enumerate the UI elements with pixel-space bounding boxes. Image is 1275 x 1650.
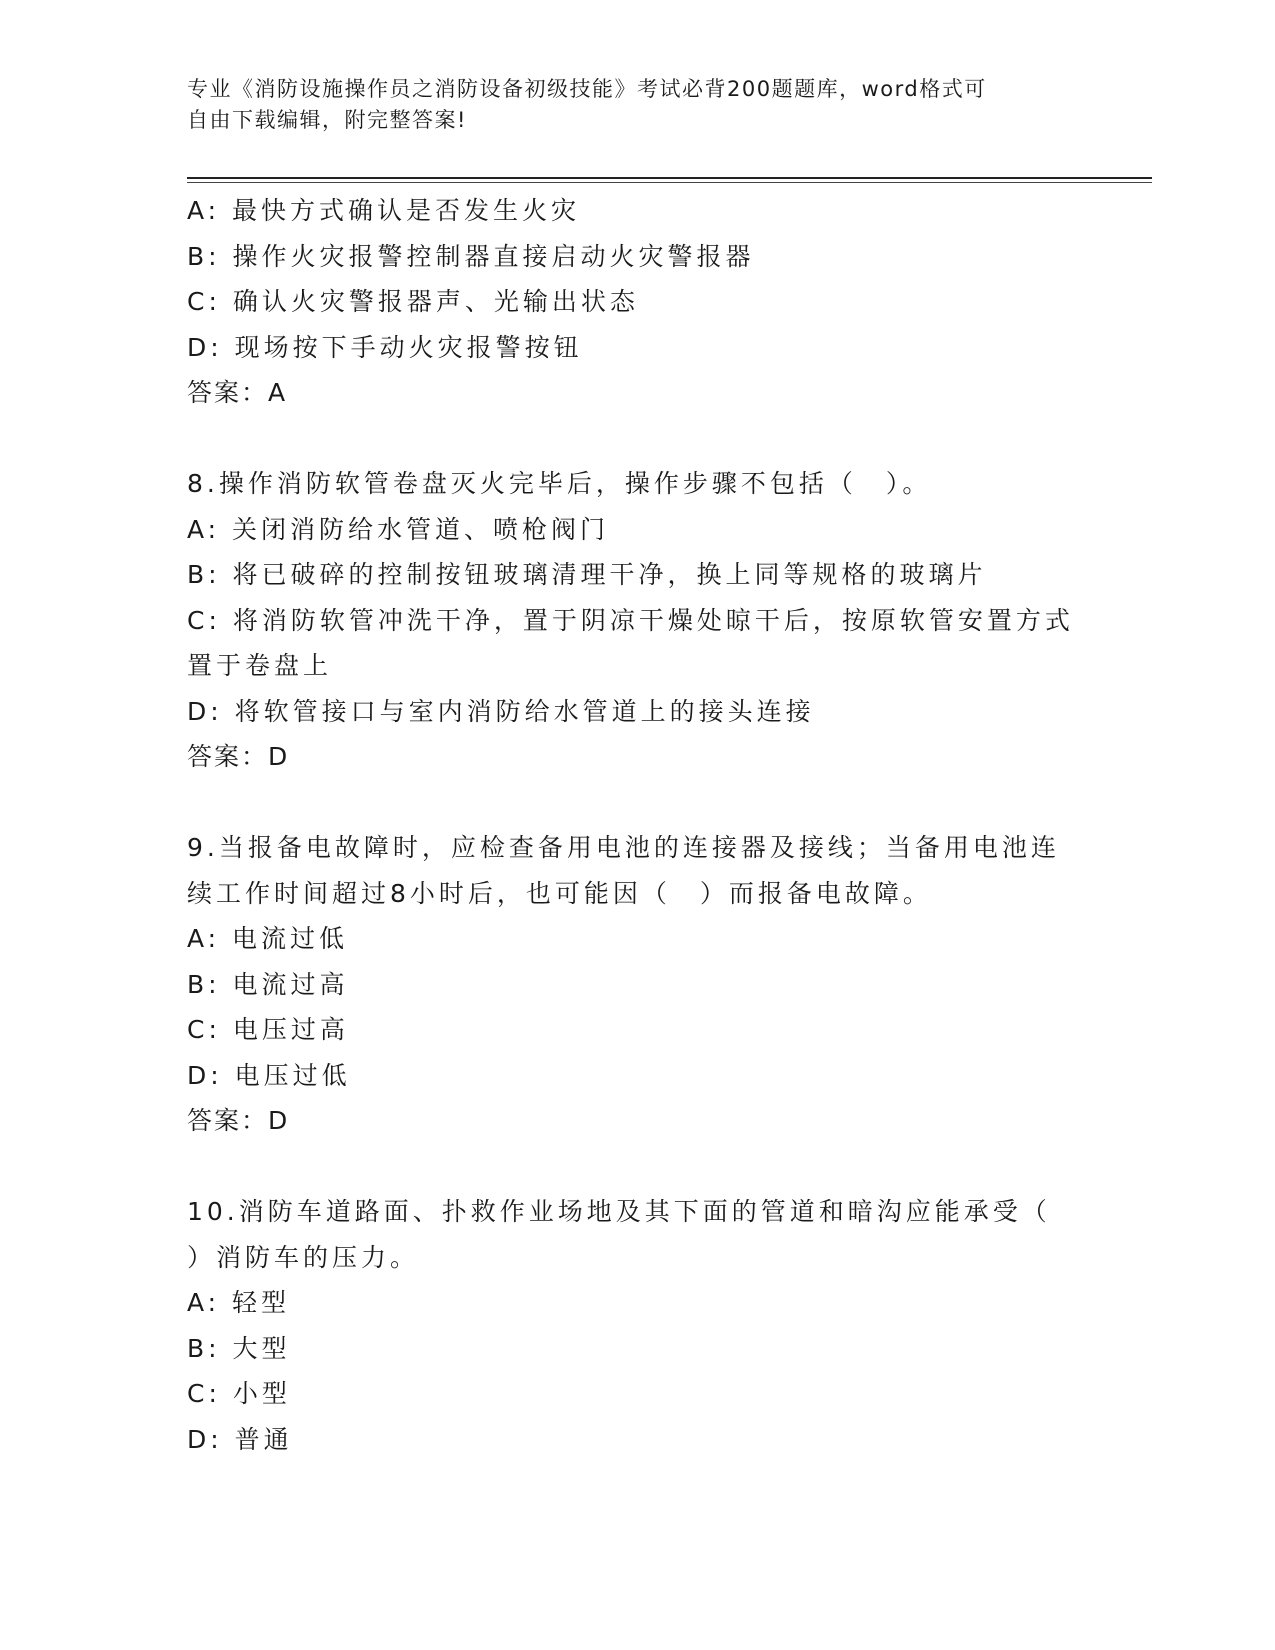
- question-10-option-b: B: 大型: [187, 1333, 291, 1363]
- question-10-option-d: D: 普通: [187, 1424, 293, 1454]
- question-7-option-c: C: 确认火灾警报器声、光输出状态: [187, 287, 639, 316]
- header-divider-thin: [187, 182, 1152, 183]
- question-10-stem-line-1: 10.消防车道路面、扑救作业场地及其下面的管道和暗沟应能承受（: [187, 1197, 1051, 1226]
- header-divider-thick: [187, 177, 1152, 179]
- question-list: [187, 188, 1087, 1462]
- question-8-option-d: D: 将软管接口与室内消防给水管道上的接头连接: [187, 696, 815, 726]
- question-8-option-c-line-1: C: 将消防软管冲洗干净，置于阴凉干燥处晾干后，按原软管安置方式: [187, 605, 1074, 635]
- question-9-stem-line-2: 续工作时间超过8小时后，也可能因（ ）而报备电故障。: [187, 878, 932, 908]
- question-9-option-a: A: 电流过低: [187, 924, 349, 953]
- question-9-answer: 答案：D: [187, 1106, 290, 1135]
- question-8-option-c-line-2: 置于卷盘上: [187, 651, 333, 680]
- question-7-option-a: A: 最快方式确认是否发生火灾: [187, 196, 581, 225]
- question-8-option-b: B: 将已破碎的控制按钮玻璃清理干净，换上同等规格的玻璃片: [187, 560, 987, 589]
- question-10-option-c: C: 小型: [187, 1379, 291, 1408]
- spacer: [187, 416, 1087, 462]
- question-7-option-d: D: 现场按下手动火灾报警按钮: [187, 332, 583, 362]
- question-10-block: [187, 1189, 1087, 1462]
- question-10-option-a: A: 轻型: [187, 1288, 291, 1317]
- question-9-stem-line-1: 9.当报备电故障时，应检查备用电池的连接器及接线；当备用电池连: [187, 833, 1060, 862]
- spacer: [187, 1144, 1087, 1190]
- question-10-stem-line-2: ）消防车的压力。: [187, 1242, 420, 1272]
- header-line-1: 专业《消防设施操作员之消防设备初级技能》考试必背200题题库，word格式可: [187, 77, 987, 101]
- question-8-answer: 答案：D: [187, 742, 290, 771]
- question-8-stem: 8.操作消防软管卷盘灭火完毕后，操作步骤不包括（ ）。: [187, 469, 932, 498]
- document-header: [187, 74, 1067, 136]
- question-9-option-d: D: 电压过低: [187, 1060, 351, 1090]
- question-9-option-c: C: 电压过高: [187, 1015, 349, 1044]
- header-line-2: 自由下载编辑，附完整答案!: [187, 108, 467, 132]
- question-7-answer: 答案：A: [187, 378, 288, 407]
- question-9-option-b: B: 电流过高: [187, 969, 349, 999]
- question-8-block: [187, 461, 1087, 780]
- question-7-block: [187, 188, 1087, 416]
- question-7-option-b: B: 操作火灾报警控制器直接启动火灾警报器: [187, 241, 755, 271]
- spacer: [187, 780, 1087, 826]
- question-9-block: [187, 825, 1087, 1144]
- question-8-option-a: A: 关闭消防给水管道、喷枪阀门: [187, 514, 610, 544]
